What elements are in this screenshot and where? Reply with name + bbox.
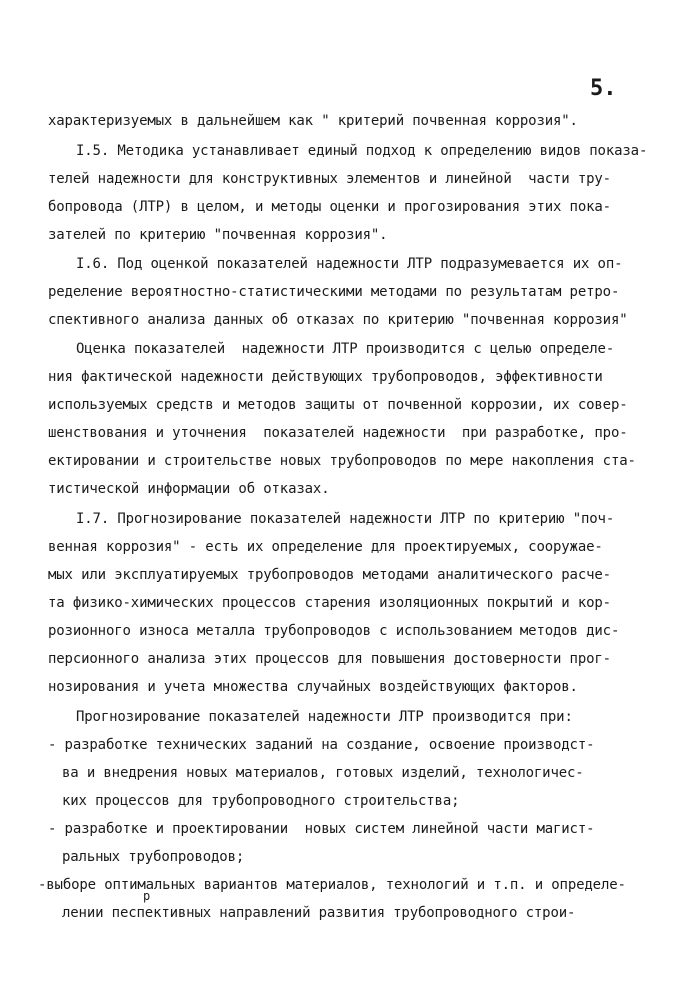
text-line: зателей по критерию "почвенная коррозия". (48, 227, 388, 243)
text-line: ределение вероятностно-статистическими методами по результатам ретро- (48, 284, 620, 300)
text-line: характеризуемых в дальнейшем как " критерий почвенная коррозия". (48, 113, 578, 129)
text-line: I.6. Под оценкой показателей надежности ЛТР подразумевается их оп- (76, 256, 623, 272)
text-line: ектировании и строительстве новых трубопроводов по мере накопления ста- (48, 453, 636, 469)
text-line: мых или эксплуатируемых трубопроводов методами аналитического расче- (48, 567, 611, 583)
text-line: - разработке технических заданий на создание, освоение производст- (48, 737, 595, 753)
text-line: I.7. Прогнозирование показателей надежности ЛТР по критерию "поч- (76, 511, 615, 527)
text-line: Прогнозирование показателей надежности ЛТР производится при: (76, 709, 573, 725)
text-line: персионного анализа этих процессов для повышения достоверности прог- (48, 651, 611, 667)
text-line: лении песпективных направлений развития трубопроводного строи- (62, 905, 576, 921)
text-line: нозирования и учета множества случайных воздействующих факторов. (48, 679, 578, 695)
text-line: та физико-химических процессов старения изоляционных покрытий и кор- (48, 595, 611, 611)
text-line: ких процессов для трубопроводного строительства; (62, 793, 460, 809)
text-line: спективного анализа данных об отказах по критерию "почвенная коррозия" (48, 312, 628, 328)
text-line: -выборе оптимальных вариантов материалов, технологий и т.п. и определе- (38, 877, 626, 893)
page-number: 5. (590, 76, 617, 101)
text-line: тистической информации об отказах. (48, 481, 330, 497)
text-line: шенствования и уточнения показателей надежности при разработке, про- (48, 425, 628, 441)
text-line: ния фактической надежности действующих трубопроводов, эффективности (48, 369, 603, 385)
text-line: - разработке и проектировании новых систем линейной части магист- (48, 821, 595, 837)
text-line: розионного износа металла трубопроводов с использованием методов дис- (48, 623, 620, 639)
text-line: телей надежности для конструктивных элементов и линейной части тру- (48, 171, 611, 187)
text-line: используемых средств и методов защиты от почвенной коррозии, их совер- (48, 397, 628, 413)
text-line: ральных трубопроводов; (62, 849, 245, 865)
text-line: ва и внедрения новых материалов, готовых изделий, технологичес- (62, 765, 584, 781)
text-line: бопровода (ЛТР) в целом, и методы оценки и прогозирования этих пока- (48, 199, 611, 215)
handwritten-insertion-mark: р (143, 889, 151, 903)
text-line: I.5. Методика устанавливает единый подход к определению видов показа- (76, 143, 648, 159)
text-line: Оценка показателей надежности ЛТР производится с целью определе- (76, 341, 615, 357)
text-line: венная коррозия" - есть их определение для проектируемых, сооружае- (48, 539, 603, 555)
